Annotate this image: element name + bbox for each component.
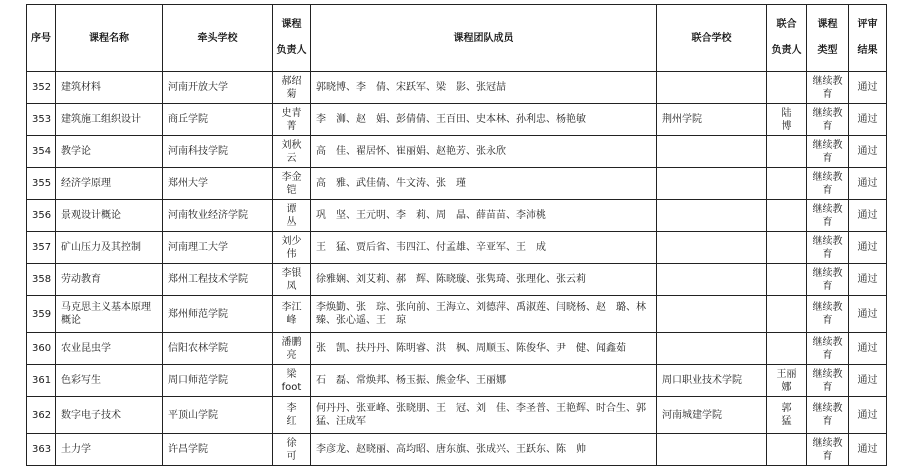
row-no: 362 — [27, 397, 56, 434]
table-header — [27, 5, 887, 72]
row-no: 363 — [27, 434, 56, 466]
joint-school — [657, 72, 767, 104]
header-course-type: 课程 类型 — [807, 5, 849, 72]
course-type: 继续教育 — [807, 200, 849, 232]
joint-lead: 陆 博 — [767, 104, 807, 136]
joint-school — [657, 200, 767, 232]
joint-lead: 郭 猛 — [767, 397, 807, 434]
course-lead: 史青菁 — [273, 104, 311, 136]
table-body — [27, 72, 887, 466]
review-result: 通过 — [849, 296, 887, 333]
row-no: 352 — [27, 72, 56, 104]
review-result: 通过 — [849, 365, 887, 397]
team-members: 张 凯、扶丹丹、陈明睿、洪 枫、周顺玉、陈俊华、尹 健、闻鑫茹 — [311, 333, 657, 365]
course-name: 数字电子技术 — [56, 397, 163, 434]
review-result: 通过 — [849, 333, 887, 365]
team-members: 王 猛、贾后省、韦四江、付孟雄、辛亚军、王 成 — [311, 232, 657, 264]
lead-school: 信阳农林学院 — [163, 333, 273, 365]
joint-school — [657, 168, 767, 200]
header-course-name: 课程名称 — [56, 5, 163, 72]
course-type: 继续教育 — [807, 168, 849, 200]
course-type: 继续教育 — [807, 365, 849, 397]
course-name: 建筑材料 — [56, 72, 163, 104]
course-name: 经济学原理 — [56, 168, 163, 200]
joint-lead — [767, 168, 807, 200]
review-result: 通过 — [849, 232, 887, 264]
course-name: 景观设计概论 — [56, 200, 163, 232]
row-no: 357 — [27, 232, 56, 264]
lead-school: 郑州大学 — [163, 168, 273, 200]
table-row — [27, 397, 887, 434]
header-no: 序号 — [27, 5, 56, 72]
course-lead: 梁foot — [273, 365, 311, 397]
course-name: 矿山压力及其控制 — [56, 232, 163, 264]
table-row — [27, 72, 887, 104]
team-members: 何丹丹、张亚峰、张晓朋、王 冠、刘 佳、李圣普、王艳辉、时合生、郭 猛、汪成军 — [311, 397, 657, 434]
review-result: 通过 — [849, 136, 887, 168]
joint-lead: 王丽娜 — [767, 365, 807, 397]
course-type: 继续教育 — [807, 397, 849, 434]
course-type: 继续教育 — [807, 296, 849, 333]
table-row — [27, 296, 887, 333]
course-name: 色彩写生 — [56, 365, 163, 397]
review-result: 通过 — [849, 200, 887, 232]
table-row — [27, 136, 887, 168]
joint-lead — [767, 434, 807, 466]
header-course-lead: 课程 负责人 — [273, 5, 311, 72]
table-row — [27, 333, 887, 365]
joint-school — [657, 434, 767, 466]
table-row — [27, 168, 887, 200]
lead-school: 郑州师范学院 — [163, 296, 273, 333]
row-no: 353 — [27, 104, 56, 136]
course-lead: 李金铠 — [273, 168, 311, 200]
team-members: 巩 坚、王元明、李 莉、周 晶、薛苗苗、李沛桃 — [311, 200, 657, 232]
table-row — [27, 264, 887, 296]
joint-school — [657, 136, 767, 168]
row-no: 359 — [27, 296, 56, 333]
table-row — [27, 104, 887, 136]
course-type: 继续教育 — [807, 136, 849, 168]
joint-school — [657, 296, 767, 333]
lead-school: 周口师范学院 — [163, 365, 273, 397]
team-members: 李焕勤、张 琮、张向前、王海立、刘德萍、禹淑莲、闫晓杨、赵 璐、林 臻、张心遥、王 琼 — [311, 296, 657, 333]
joint-lead — [767, 72, 807, 104]
table-row — [27, 200, 887, 232]
joint-school: 河南城建学院 — [657, 397, 767, 434]
course-name: 劳动教育 — [56, 264, 163, 296]
course-lead: 徐 可 — [273, 434, 311, 466]
joint-school — [657, 264, 767, 296]
course-type: 继续教育 — [807, 72, 849, 104]
joint-school: 荆州学院 — [657, 104, 767, 136]
table-row — [27, 434, 887, 466]
team-members: 石 磊、常焕邦、杨玉振、熊金华、王丽娜 — [311, 365, 657, 397]
row-no: 360 — [27, 333, 56, 365]
course-type: 继续教育 — [807, 434, 849, 466]
course-lead: 刘秋云 — [273, 136, 311, 168]
header-joint-school: 联合学校 — [657, 5, 767, 72]
team-members: 李 浉、赵 娟、彭倩倩、王百田、史本林、孙利忠、杨艳敏 — [311, 104, 657, 136]
row-no: 354 — [27, 136, 56, 168]
lead-school: 平顶山学院 — [163, 397, 273, 434]
course-name: 土力学 — [56, 434, 163, 466]
lead-school: 商丘学院 — [163, 104, 273, 136]
team-members: 郭晓博、李 倩、宋跃军、梁 影、张冠喆 — [311, 72, 657, 104]
review-result: 通过 — [849, 72, 887, 104]
course-lead: 李银凤 — [273, 264, 311, 296]
course-table — [26, 4, 887, 466]
course-type: 继续教育 — [807, 232, 849, 264]
course-lead: 谭 丛 — [273, 200, 311, 232]
review-result: 通过 — [849, 264, 887, 296]
lead-school: 河南牧业经济学院 — [163, 200, 273, 232]
lead-school: 河南科技学院 — [163, 136, 273, 168]
joint-lead — [767, 232, 807, 264]
table-row — [27, 365, 887, 397]
team-members: 高 佳、翟居怀、崔丽娟、赵艳芳、张永欣 — [311, 136, 657, 168]
review-result: 通过 — [849, 168, 887, 200]
header-review-result: 评审 结果 — [849, 5, 887, 72]
course-name: 建筑施工组织设计 — [56, 104, 163, 136]
course-name: 农业昆虫学 — [56, 333, 163, 365]
header-team-members: 课程团队成员 — [311, 5, 657, 72]
joint-school: 周口职业技术学院 — [657, 365, 767, 397]
table-row — [27, 232, 887, 264]
row-no: 361 — [27, 365, 56, 397]
joint-lead — [767, 333, 807, 365]
review-result: 通过 — [849, 434, 887, 466]
review-result: 通过 — [849, 397, 887, 434]
team-members: 高 雅、武佳倩、牛文涛、张 瑾 — [311, 168, 657, 200]
course-name: 教学论 — [56, 136, 163, 168]
row-no: 355 — [27, 168, 56, 200]
team-members: 李彦龙、赵晓丽、高均昭、唐东旗、张成兴、王跃东、陈 帅 — [311, 434, 657, 466]
lead-school: 郑州工程技术学院 — [163, 264, 273, 296]
course-lead: 刘少伟 — [273, 232, 311, 264]
course-lead: 李江峰 — [273, 296, 311, 333]
header-lead-school: 牵头学校 — [163, 5, 273, 72]
joint-lead — [767, 200, 807, 232]
course-type: 继续教育 — [807, 264, 849, 296]
joint-school — [657, 333, 767, 365]
course-name: 马克思主义基本原理概论 — [56, 296, 163, 333]
joint-lead — [767, 136, 807, 168]
joint-school — [657, 232, 767, 264]
lead-school: 河南开放大学 — [163, 72, 273, 104]
review-result: 通过 — [849, 104, 887, 136]
lead-school: 河南理工大学 — [163, 232, 273, 264]
course-type: 继续教育 — [807, 333, 849, 365]
course-lead: 李 红 — [273, 397, 311, 434]
row-no: 358 — [27, 264, 56, 296]
team-members: 徐雅娴、刘艾莉、郝 辉、陈晓璇、张隽琦、张理化、张云莉 — [311, 264, 657, 296]
lead-school: 许昌学院 — [163, 434, 273, 466]
header-joint-lead: 联合 负责人 — [767, 5, 807, 72]
course-lead: 郝绍菊 — [273, 72, 311, 104]
joint-lead — [767, 296, 807, 333]
joint-lead — [767, 264, 807, 296]
course-type: 继续教育 — [807, 104, 849, 136]
course-lead: 潘鹏亮 — [273, 333, 311, 365]
row-no: 356 — [27, 200, 56, 232]
